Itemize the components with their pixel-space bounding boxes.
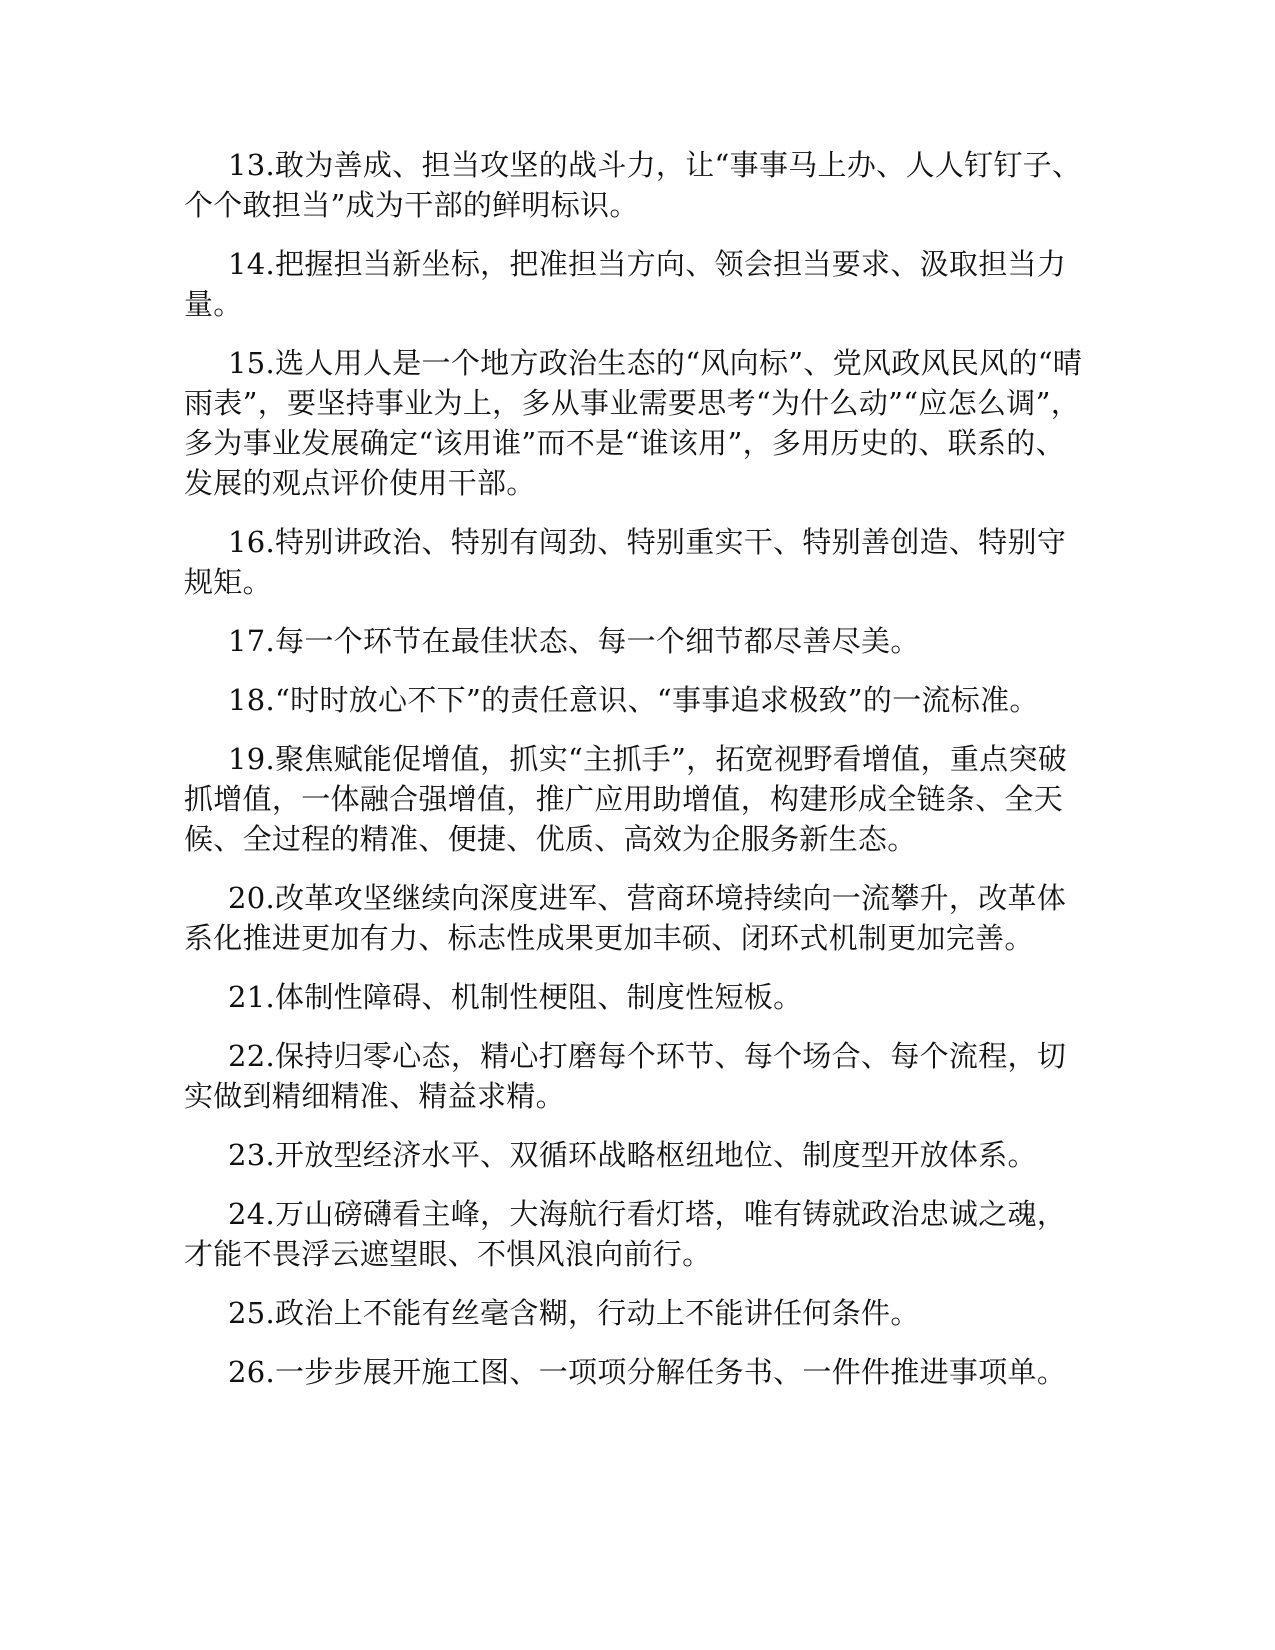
paragraph-18: 18.“时时放心不下”的责任意识、“事事追求极致”的一流标准。: [228, 683, 1039, 717]
paragraph-25: 25.政治上不能有丝毫含糊，行动上不能讲任何条件。: [228, 1296, 920, 1330]
paragraph-19: 19.聚焦赋能促增值，抓实“主抓手”，拓宽视野看增值，重点突破抓增值，一体融合强增值，推广应用助增值，构建形成全链条、全天候、全过程的精准、便捷、优质、高效为企服务新生态。: [184, 742, 1068, 856]
paragraph-13: 13.敢为善成、担当攻坚的战斗力，让“事事马上办、人人钉钉子、个个敢担当”成为干部的鲜明标识。: [184, 148, 1082, 222]
paragraph-16: 16.特别讲政治、特别有闯劲、特别重实干、特别善创造、特别守规矩。: [184, 525, 1067, 599]
paragraph-23: 23.开放型经济水平、双循环战略枢纽地位、制度型开放体系。: [228, 1138, 1037, 1172]
paragraph-26: 26.一步步展开施工图、一项项分解任务书、一件件推进事项单。: [228, 1355, 1067, 1389]
paragraph-21: 21.体制性障碍、机制性梗阻、制度性短板。: [228, 980, 803, 1014]
paragraph-15: 15.选人用人是一个地方政治生态的“风向标”、党风政风民风的“晴雨表”，要坚持事业为上，多从事业需要思考“为什么动”“应怎么调”，多为事业发展确定“该用谁”而不是“谁该用”，多用历史的、联系的、发展的观点评价使用干部。: [184, 346, 1083, 500]
paragraph-24: 24.万山磅礴看主峰，大海航行看灯塔，唯有铸就政治忠诚之魂，才能不畏浮云遮望眼、不惧风浪向前行。: [184, 1197, 1067, 1271]
paragraph-14: 14.把握担当新坐标，把准担当方向、领会担当要求、汲取担当力量。: [184, 247, 1067, 321]
document-body: [184, 145, 1084, 1411]
paragraph-20: 20.改革攻坚继续向深度进军、营商环境持续向一流攀升，改革体系化推进更加有力、标志性成果更加丰硕、闭环式机制更加完善。: [184, 881, 1067, 955]
paragraph-17: 17.每一个环节在最佳状态、每一个细节都尽善尽美。: [228, 624, 920, 658]
paragraph-22: 22.保持归零心态，精心打磨每个环节、每个场合、每个流程，切实做到精细精准、精益求精。: [184, 1039, 1067, 1113]
